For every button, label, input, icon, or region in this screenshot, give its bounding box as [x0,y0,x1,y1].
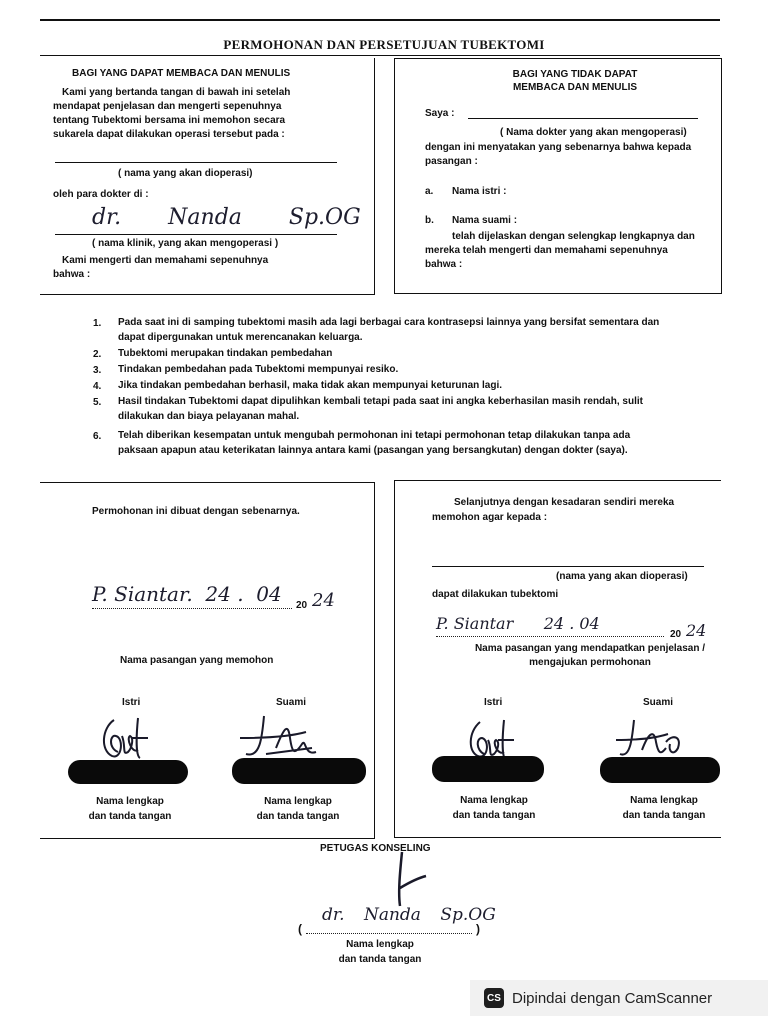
saya-label: Saya : [425,108,455,119]
place-date-line-right [436,636,664,637]
statement-item: Hasil tindakan Tubektomi dapat dipulihkan kembali tetapi pada saat ini angka keberhasilan masih rendah, sulit dilakukan dan biaya pelayanan mahal. [118,396,643,422]
wife-sign-caption-left: Nama lengkap dan tanda tangan [88,796,172,822]
by-doctor-label: oleh para dokter di : [53,189,149,200]
counselor-close-paren: ) [476,922,480,936]
statement-number: 3. [93,365,102,376]
explained-text: telah dijelaskan dengan selengkap lengkapnya dan mereka telah mengerti dan memahami sepenuhnya bahwa : [425,231,695,270]
statement-item: Pada saat ini di samping tubektomi masih ada lagi berbagai cara kontrasepsi lainnya yang bersifat sementara dan dapat dipergunakan untuk merencanakan keluarga. [118,317,660,343]
declare-text: dengan ini menyatakan yang sebenarnya bahwa kepada pasangan : [425,142,692,167]
sincerity-statement: Permohonan ini dibuat dengan sebenarnya. [92,506,300,517]
camscanner-logo-icon: CS [484,988,504,1008]
statement-item: Tubektomi merupakan tindakan pembedahan [118,348,333,359]
redacted-name-wife-right [432,756,544,782]
title-rule [40,55,720,56]
patient-name-line-right [432,566,704,567]
statement-number: 1. [93,318,102,329]
year-handwriting-right: 24 [686,621,707,640]
statement-number: 6. [93,431,102,442]
statement-number: 5. [93,397,102,408]
place-date-line-left [92,608,292,609]
statement-number: 2. [93,349,102,360]
statement-number: 4. [93,381,102,392]
continuation-intro: Selanjutnya dengan kesadaran sendiri mereka memohon agar kepada : [432,497,675,523]
husband-sign-caption-right: Nama lengkap dan tanda tangan [622,795,706,821]
statement-item: Telah diberikan kesempatan untuk mengubah permohonan ini tetapi permohonan tetap dilakukan tanpa ada paksaan apapun atau keterikatan lainnya antara kami (pasangan yang bersangkutan) dengan dokter (saya). [118,430,631,456]
place-date-handwriting-right: P. Siantar 24 . 04 [436,614,600,633]
understand-text: Kami mengerti dan memahami sepenuhnya bahwa : [53,255,269,280]
patient-name-caption-right: (nama yang akan dioperasi) [556,571,688,582]
redacted-name-husband-left [232,758,366,784]
wife-signature-left [92,708,162,768]
top-rule [40,19,720,21]
patient-name-caption: ( nama yang akan dioperasi) [118,168,253,179]
wife-letter: a. [425,186,434,197]
camscanner-text: Dipindai dengan CamScanner [512,989,713,1007]
literate-intro: Kami yang bertanda tangan di bawah ini setelah mendapat penjelasan dan mengerti sepenuhnya tentang Tubektomi bersama ini memohon secara sukarela dapat dilakukan operasi tersebut pada : [53,87,291,140]
husband-label-right: Suami [643,697,674,708]
wife-label-right: Istri [484,697,503,708]
clinic-caption: ( nama klinik, yang akan mengoperasi ) [92,238,279,249]
place-date-handwriting-left: P. Siantar. 24 . 04 [92,582,282,606]
patient-name-line [55,162,337,163]
statement-item: Jika tindakan pembedahan berhasil, maka tidak akan mempunyai keturunan lagi. [118,380,503,391]
year-prefix-left: 20 [296,600,308,611]
counselor-sign-caption: Nama lengkap dan tanda tangan [338,939,422,965]
doctor-name-line [468,118,698,119]
illiterate-heading: BAGI YANG TIDAK DAPAT MEMBACA DAN MENULIS [512,69,638,93]
counselor-open-paren: ( [298,922,302,936]
wife-name-label: Nama istri : [452,186,507,197]
camscanner-watermark [470,980,768,1016]
applicant-couple-label: Nama pasangan yang memohon [120,655,274,666]
counseled-couple-label: Nama pasangan yang mendapatkan penjelasan / mengajukan permohonan [474,643,706,668]
statement-item: Tindakan pembedahan pada Tubektomi mempunyai resiko. [118,364,399,375]
husband-name-label: Nama suami : [452,215,518,226]
counselor-label: PETUGAS KONSELING [320,843,431,854]
literate-heading: BAGI YANG DAPAT MEMBACA DAN MENULIS [72,68,291,79]
page-title: PERMOHONAN DAN PERSETUJUAN TUBEKTOMI [223,37,545,52]
counselor-name-line [306,933,472,934]
year-handwriting-left: 24 [312,590,335,611]
doctor-clinic-handwriting: dr. Nanda Sp.OG [92,205,361,230]
husband-sign-caption-left: Nama lengkap dan tanda tangan [256,796,340,822]
redacted-name-husband-right [600,757,720,783]
clinic-line [55,234,337,235]
redacted-name-wife-left [68,760,188,784]
husband-label-left: Suami [276,697,307,708]
wife-sign-caption-right: Nama lengkap dan tanda tangan [452,795,536,821]
wife-label-left: Istri [122,697,141,708]
counselor-name-handwriting: dr. Nanda Sp.OG [322,905,496,925]
doctor-name-caption: ( Nama dokter yang akan mengoperasi) [500,127,687,138]
can-perform-text: dapat dilakukan tubektomi [432,589,559,600]
year-prefix-right: 20 [670,629,682,640]
husband-letter: b. [425,215,434,226]
